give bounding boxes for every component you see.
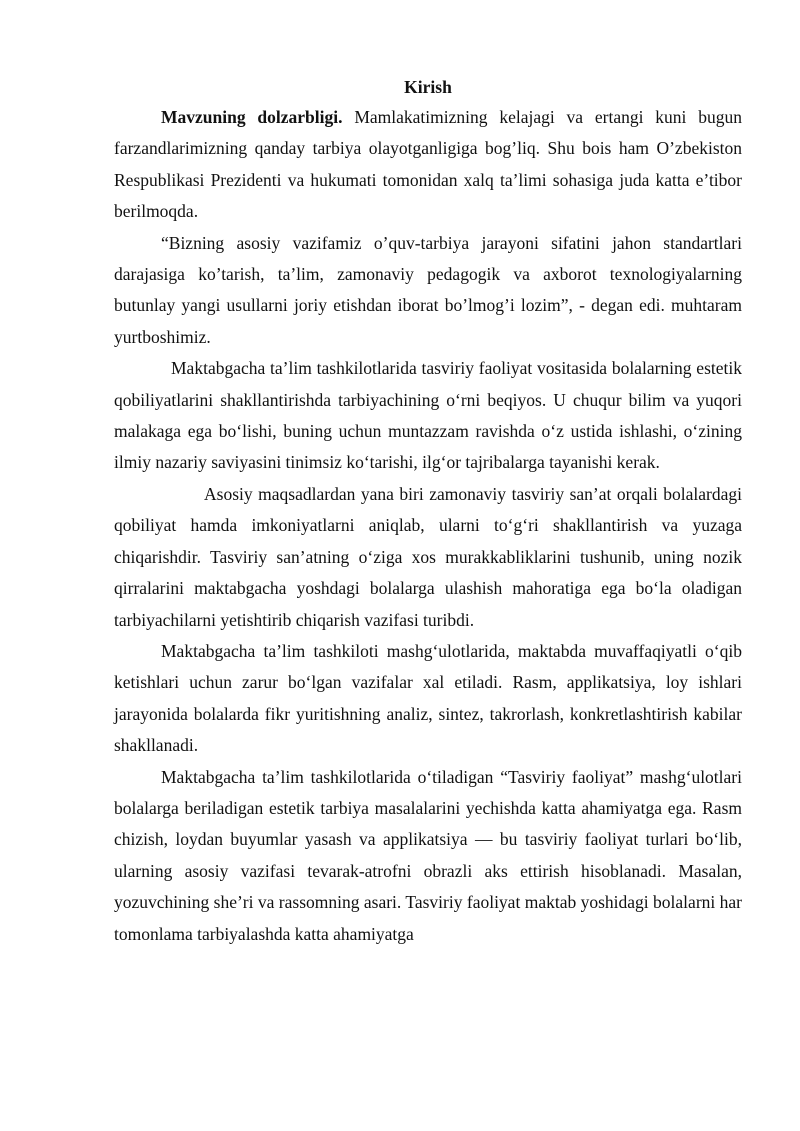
page-title: Kirish: [404, 77, 452, 97]
paragraph-quote: “Bizning asosiy vazifamiz o’quv-tarbiya jarayoni sifatini jahon standartlari darajasiga ko’tarish, ta’lim, zamonaviy pedagogik va axborot texnologiyalarning butunlay yangi usullarni joriy etishdan iborat bo’lmog’i lozim”, - degan edi. muhtaram yurtboshimiz.: [114, 232, 742, 347]
paragraph-main-goal: Asosiy maqsadlardan yana biri zamonaviy tasviriy san’at orqali bolalardagi qobiliyat hamda imkoniyatlarni aniqlab, ularni to‘g‘ri shakllantirish va yuzaga chiqarishdir. Tasviriy san’atning o‘ziga xos murakkabliklarini tushunib, uning nozik qirralarini maktabgacha yoshdagi bolalarga ulashish mahoratiga ega bo‘la oladigan tarbiyachilarni yetishtirib chiqarish vazifasi turibdi.: [114, 483, 742, 630]
paragraph-visual-activity: Maktabgacha ta’lim tashkilotlarida o‘tiladigan “Tasviriy faoliyat” mashg‘ulotlari bolalarga beriladigan estetik tarbiya masalalarini yechishda katta ahamiyatga ega. Rasm chizish, loydan buyumlar yasash va applikatsiya — bu tasviriy faoliyat turlari bo‘lib, ularning asosiy vazifasi tevarak-atrofni obrazli aks ettirish hisoblanadi. Masalan, yozuvchining she’ri va rassomning asari. Tasviriy faoliyat maktab yoshidagi bolalarni har tomonlama tarbiyalashda katta ahamiyatga: [114, 766, 742, 944]
paragraph-relevance: [114, 102, 742, 228]
paragraph-lessons: Maktabgacha ta’lim tashkiloti mashg‘ulotlarida, maktabda muvaffaqiyatli o‘qib ketishlari uchun zarur bo‘lgan vazifalar xal etiladi. Rasm, applikatsiya, loy ishlari jarayonida bolalarda fikr yuritishning analiz, sintez, takrorlash, konkretlashtirish kabilar shakllanadi.: [114, 640, 742, 756]
document-page: [114, 74, 742, 950]
paragraph-lead: Mavzuning dolzarbligi.: [161, 107, 343, 127]
paragraph-educator-role: Maktabgacha ta’lim tashkilotlarida tasviriy faoliyat vositasida bolalarning estetik qobiliyatlarini shakllantirishda tarbiyachining o‘rni beqiyos. U chuqur bilim va yuqori malakaga ega bo‘lishi, buning uchun muntazzam ravishda o‘z ustida ishlashi, o‘zining ilmiy nazariy saviyasini tinimsiz ko‘tarishi, ilg‘or tajribalarga tayanishi kerak.: [114, 358, 742, 473]
paragraph-text: Mamlakatimizning kelajagi va ertangi kuni bugun farzandlarimizning qanday tarbiya olayotganligiga bog’liq. Shu bois ham O’zbekiston Respublikasi Prezidenti va hukumati tomonidan xalq ta’limi sohasiga juda katta e’tibor berilmoqda.: [114, 107, 742, 222]
